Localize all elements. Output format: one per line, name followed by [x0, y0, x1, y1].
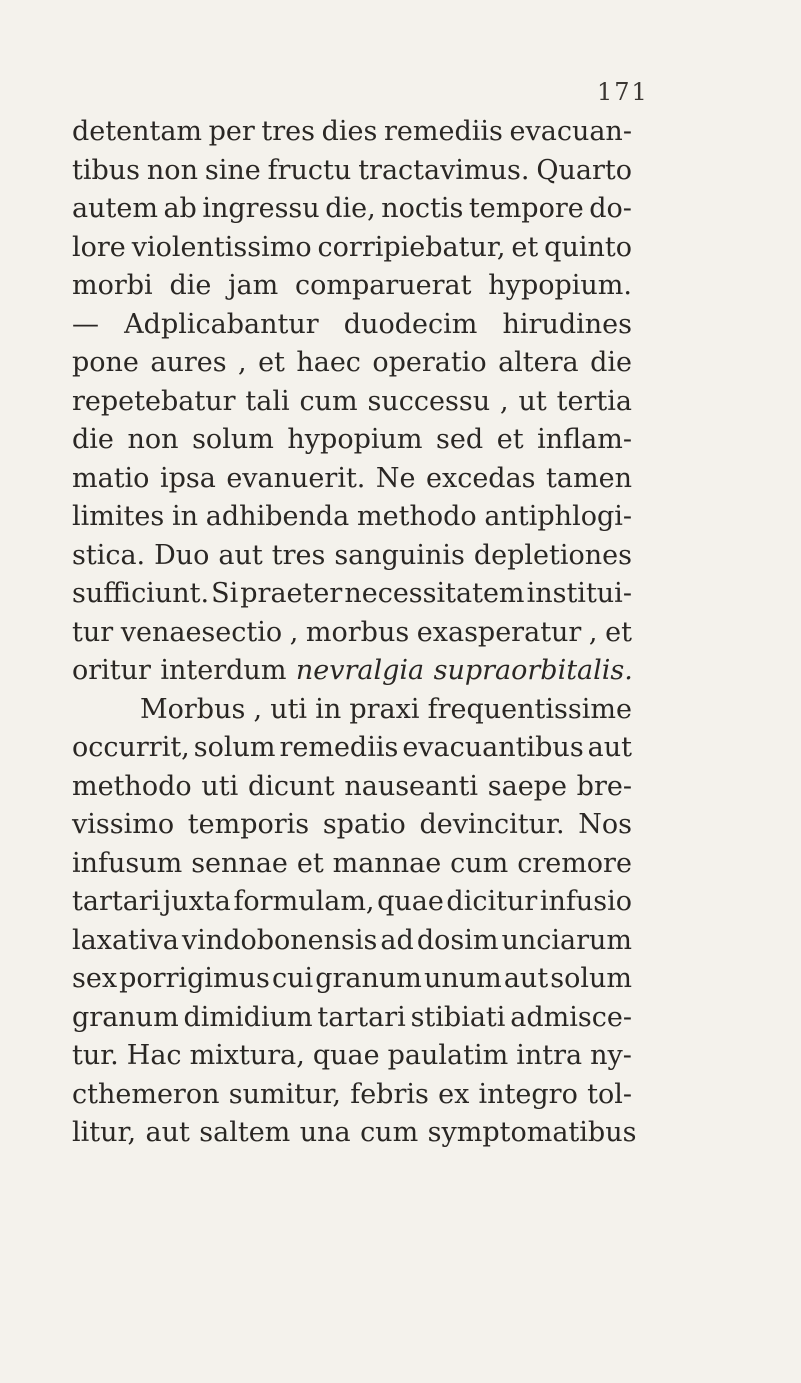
word: litur,	[72, 1117, 137, 1148]
word: aut	[503, 963, 549, 994]
word: evacuantibus	[402, 732, 584, 763]
text-line	[72, 614, 632, 653]
text-line	[72, 190, 632, 229]
word: sufficiunt.	[72, 578, 210, 609]
word: infusio	[539, 886, 632, 917]
word: juxta	[162, 886, 231, 917]
word: febris	[350, 1078, 429, 1110]
word: admisce-	[510, 1001, 632, 1033]
word: vindobonensis	[181, 924, 378, 956]
word: repetebatur	[72, 385, 236, 417]
text-line	[72, 845, 632, 884]
word: symptomatibus	[427, 1117, 637, 1148]
word: limites	[72, 501, 165, 532]
word: laxativa	[72, 924, 179, 956]
word: dicitur	[446, 886, 538, 917]
word: tamen	[546, 462, 632, 494]
word: et	[605, 616, 632, 648]
word: dies	[321, 116, 378, 147]
word: evacuan-	[509, 116, 632, 147]
word: devincitur.	[419, 809, 565, 840]
word: tur	[72, 616, 114, 648]
word: Si	[211, 578, 239, 609]
word: porrigimus	[119, 963, 270, 994]
word: Adplicabantur	[124, 308, 319, 340]
word: hirudines	[502, 308, 632, 340]
word: granum	[72, 1001, 179, 1033]
word: sine	[204, 154, 261, 186]
word: morbi	[72, 270, 153, 301]
word: paulatim	[387, 1040, 509, 1071]
word: morbus	[305, 616, 410, 648]
word: exasperatur	[416, 616, 582, 648]
text-line	[72, 999, 632, 1038]
word: saepe	[487, 770, 567, 802]
word: comparuerat	[295, 270, 472, 301]
text-line	[72, 306, 632, 345]
word: spatio	[322, 809, 406, 840]
text-line	[72, 344, 632, 383]
word: unum	[423, 963, 502, 994]
word: necessitatem	[344, 578, 525, 609]
word: saltem	[199, 1117, 291, 1148]
text-line	[72, 152, 632, 191]
word: infusum	[72, 847, 183, 879]
word: pone	[72, 347, 139, 378]
word: et	[496, 424, 524, 455]
word: ,	[289, 616, 299, 648]
word: successu	[367, 385, 491, 417]
word: quae	[312, 1040, 380, 1071]
text-line	[72, 691, 632, 730]
word: ,	[238, 347, 247, 378]
word: Ne	[375, 462, 416, 494]
word: altera	[498, 347, 579, 378]
word: uti	[201, 770, 239, 802]
word: mixtura,	[189, 1040, 305, 1071]
word: sed	[436, 424, 484, 455]
text-line	[72, 113, 632, 152]
word: aut	[145, 1117, 190, 1148]
word: solum	[193, 732, 276, 763]
word: venaesectio	[120, 616, 283, 648]
word: cum	[360, 1117, 419, 1148]
word: noctis	[381, 193, 464, 224]
word: adhibenda	[205, 501, 350, 532]
word: Duo	[154, 539, 210, 571]
word: Quarto	[536, 154, 632, 186]
page-number: 171	[597, 78, 649, 106]
word: cum	[450, 847, 509, 879]
word: oritur	[72, 655, 151, 686]
body-text	[72, 113, 637, 1153]
word: et	[296, 847, 324, 879]
word: die	[169, 270, 212, 301]
word: haec	[296, 347, 361, 378]
text-line	[72, 883, 632, 922]
word: cthemeron	[72, 1078, 220, 1110]
text-line	[72, 768, 632, 807]
word: die	[590, 347, 632, 378]
word: fructu	[267, 154, 352, 186]
word: tur.	[72, 1040, 119, 1071]
text-line	[72, 922, 632, 961]
word: ex	[438, 1078, 470, 1110]
word: ipsa	[159, 462, 216, 494]
word: tibus	[72, 154, 141, 186]
word: integro	[478, 1078, 578, 1110]
word: tol-	[587, 1078, 632, 1110]
word: praeter	[240, 578, 343, 609]
word: ut	[518, 385, 547, 417]
word: jam	[228, 270, 279, 301]
word: lore	[72, 231, 126, 263]
text-line	[72, 1114, 637, 1153]
word: hypopium	[287, 424, 423, 455]
text-line	[72, 498, 632, 537]
word: praxi	[349, 693, 420, 725]
word: hypopium.	[488, 270, 632, 301]
word: quinto	[544, 231, 632, 263]
word: —	[72, 308, 99, 340]
word: interdum	[160, 655, 287, 686]
word: tartari	[317, 1001, 406, 1033]
word: tali	[245, 385, 290, 417]
word: tertia	[556, 385, 632, 417]
word: ,	[253, 693, 263, 725]
word: quae	[377, 886, 444, 917]
word: Morbus	[140, 693, 246, 725]
word: solum	[550, 963, 632, 994]
word: intra	[516, 1040, 583, 1071]
word: Hac	[126, 1040, 182, 1071]
word: stibiati	[410, 1001, 506, 1033]
word: tartari	[72, 886, 161, 917]
text-line	[72, 575, 632, 614]
word: frequentissime	[427, 693, 632, 725]
word: ab	[163, 193, 197, 224]
word: et	[511, 231, 539, 263]
word: antiphlogi-	[484, 501, 632, 532]
word: sex	[72, 963, 118, 994]
text-line	[72, 421, 632, 460]
text-line	[72, 1037, 632, 1076]
word: die	[72, 424, 114, 455]
text-line	[72, 1076, 632, 1115]
word: dosim	[416, 924, 499, 956]
text-line	[72, 960, 632, 999]
word: non	[146, 154, 198, 186]
word: remediis	[384, 116, 503, 147]
word: sanguinis	[334, 539, 465, 571]
word: die,	[325, 193, 376, 224]
word: solum	[192, 424, 274, 455]
word: vissimo	[72, 809, 175, 840]
word: violentissimo	[131, 231, 312, 263]
word: ingressu	[202, 193, 320, 224]
word: evanuerit.	[226, 462, 366, 494]
text-line	[72, 267, 632, 306]
word: dimidium	[183, 1001, 313, 1033]
word: aures	[150, 347, 227, 378]
word: inflam-	[537, 424, 632, 455]
word: excedas	[426, 462, 536, 494]
word: depletiones	[473, 539, 632, 571]
word: ad	[380, 924, 414, 956]
word: cui	[271, 963, 314, 994]
word: tres	[271, 539, 326, 571]
word: methodo	[72, 770, 192, 802]
word: ny-	[590, 1040, 632, 1071]
word: granum	[315, 963, 422, 994]
word: tractavimus.	[358, 154, 530, 186]
word: nauseanti	[344, 770, 479, 802]
word: in	[171, 501, 199, 532]
text-line	[72, 383, 632, 422]
word: duodecim	[343, 308, 478, 340]
word: non	[127, 424, 179, 455]
word: formulam,	[233, 886, 375, 917]
word: remediis	[279, 732, 399, 763]
word: matio	[72, 462, 150, 494]
word: autem	[72, 193, 158, 224]
word: methodo	[357, 501, 477, 532]
word: tempore	[468, 193, 584, 224]
word: operatio	[372, 347, 487, 378]
word: mannae	[332, 847, 442, 879]
text-line	[72, 460, 632, 499]
word: sumitur,	[228, 1078, 341, 1110]
text-line	[72, 729, 632, 768]
word: cremore	[517, 847, 632, 879]
word: unciarum	[501, 924, 632, 956]
word: una	[299, 1117, 351, 1148]
word: nevralgia	[295, 655, 425, 686]
word: do-	[589, 193, 632, 224]
word: uti	[270, 693, 308, 725]
word: sennae	[191, 847, 288, 879]
text-line	[72, 537, 632, 576]
word: aut	[218, 539, 263, 571]
word: supraorbitalis.	[433, 655, 633, 686]
word: tres	[261, 116, 316, 147]
word: ,	[500, 385, 509, 417]
word: cum	[299, 385, 358, 417]
word: institui-	[526, 578, 632, 609]
word: stica.	[72, 539, 146, 571]
word: bre-	[576, 770, 632, 802]
text-line	[72, 652, 632, 691]
word: et	[258, 347, 285, 378]
word: ,	[588, 616, 598, 648]
word: dicunt	[247, 770, 335, 802]
text-line	[72, 806, 632, 845]
word: detentam	[72, 116, 203, 147]
word: corripiebatur,	[317, 231, 506, 263]
word: per	[208, 116, 255, 147]
word: aut	[587, 732, 632, 763]
text-line	[72, 229, 632, 268]
word: temporis	[187, 809, 310, 840]
word: Nos	[578, 809, 632, 840]
word: in	[315, 693, 342, 725]
word: occurrit,	[72, 732, 190, 763]
